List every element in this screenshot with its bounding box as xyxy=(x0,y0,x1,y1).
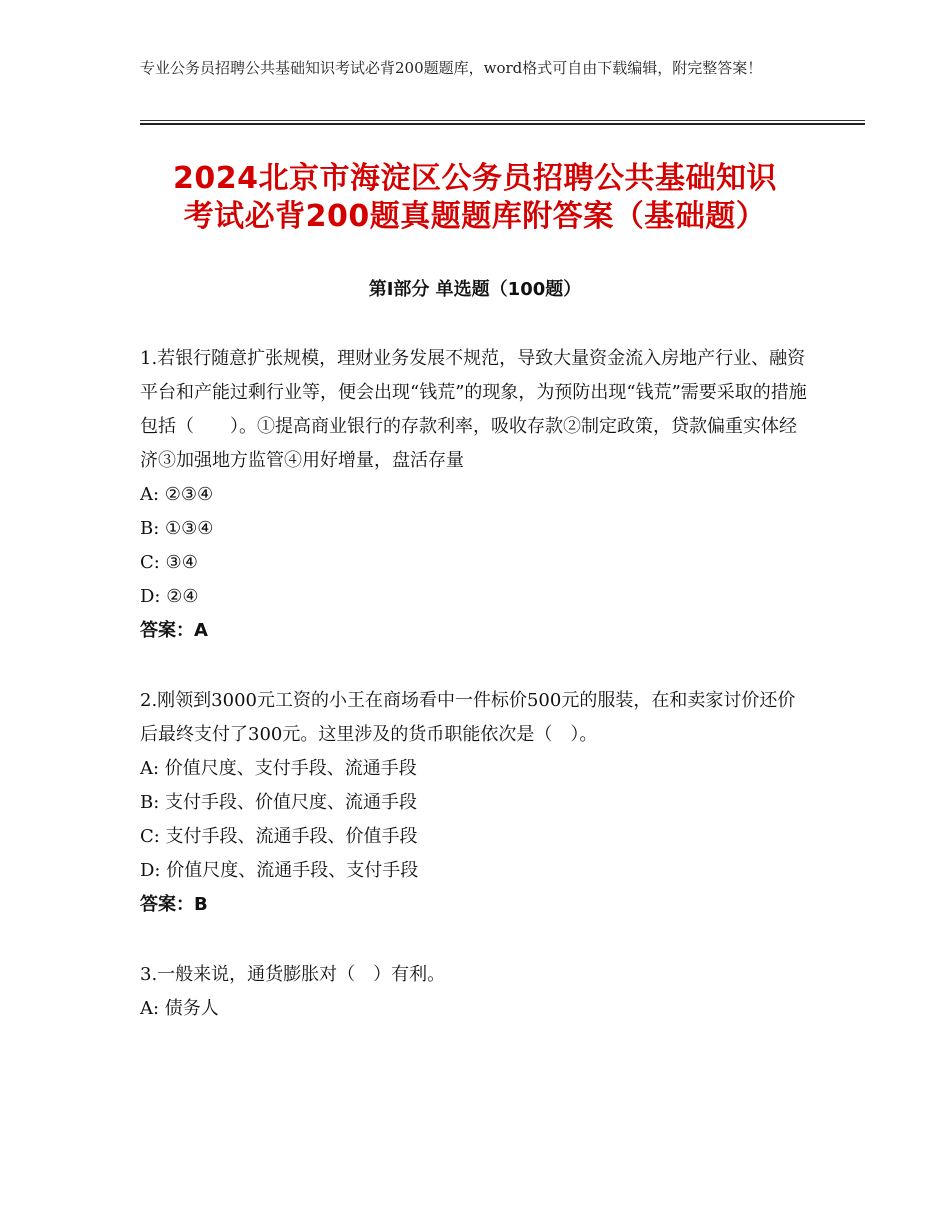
header-rule-thick xyxy=(140,123,865,125)
header-note: 专业公务员招聘公共基础知识考试必背200题题库，word格式可自由下载编辑，附完整答案！ xyxy=(140,59,763,77)
question-1 xyxy=(140,342,810,648)
option-a: A: 债务人 xyxy=(140,998,219,1019)
answer-label: 答案：B xyxy=(140,894,208,915)
question-list xyxy=(140,342,810,1062)
question-2 xyxy=(140,684,810,922)
answer-label: 答案：A xyxy=(140,620,208,641)
header-rule-thin xyxy=(140,120,865,121)
option-c: C: 支付手段、流通手段、价值手段 xyxy=(140,826,418,847)
document-title xyxy=(60,160,890,236)
option-a: A: 价值尺度、支付手段、流通手段 xyxy=(140,758,417,779)
document-title-line-1: 2024北京市海淀区公务员招聘公共基础知识 xyxy=(173,161,777,196)
option-b: B: 支付手段、价值尺度、流通手段 xyxy=(140,792,418,813)
question-stem: 1.若银行随意扩张规模，理财业务发展不规范，导致大量资金流入房地产行业、融资平台和产能过剩行业等，便会出现“钱荒”的现象，为预防出现“钱荒”需要采取的措施包括（ ）。①提高商业银行的存款利率，吸收存款②制定政策，贷款偏重实体经济③加强地方监管④用好增量，盘活存量 xyxy=(140,348,807,471)
section-title: 第Ⅰ部分 单选题（100题） xyxy=(368,279,582,300)
question-3 xyxy=(140,958,810,1026)
option-d: D: 价值尺度、流通手段、支付手段 xyxy=(140,860,419,881)
option-c: C: ③④ xyxy=(140,552,198,573)
option-d: D: ②④ xyxy=(140,586,199,607)
document-title-line-2: 考试必背200题真题题库附答案（基础题） xyxy=(183,199,767,234)
question-stem: 2.刚领到3000元工资的小王在商场看中一件标价500元的服装，在和卖家讨价还价后最终支付了300元。这里涉及的货币职能依次是（ ）。 xyxy=(140,690,796,745)
option-b: B: ①③④ xyxy=(140,518,214,539)
option-a: A: ②③④ xyxy=(140,484,214,505)
question-stem: 3.一般来说，通货膨胀对（ ）有利。 xyxy=(140,964,446,985)
